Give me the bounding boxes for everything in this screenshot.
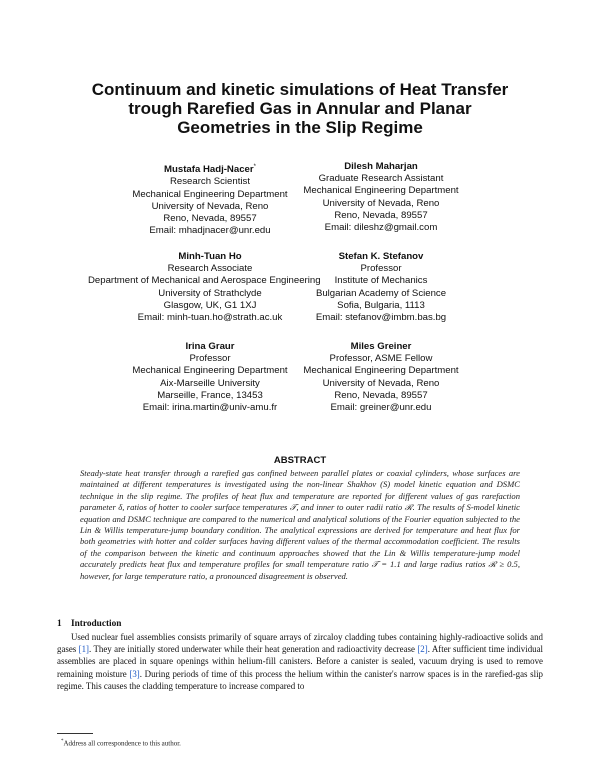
author-email: Email: dileshz@gmail.com [324,222,438,234]
author-block [271,161,491,234]
author-institution: University of Nevada, Reno [322,197,440,209]
paper-title: Continuum and kinetic simulations of Heat Transfer trough Rarefied Gas in Annular and Planar Geometries in the Slip Regime [91,80,509,137]
author-block [271,341,491,414]
author-location: Reno, Nevada, 89557 [163,213,257,224]
author-email: Email: greiner@unr.edu [330,402,432,414]
section-heading [57,619,121,629]
abstract-heading: ABSTRACT [273,455,327,466]
author-department: Institute of Mechanics [334,275,428,287]
author-email: Email: minh-tuan.ho@strath.ac.uk [137,312,283,324]
author-department: Department of Mechanical and Aerospace Engineering [88,275,321,287]
abstract-text: Steady-state heat transfer through a rarefied gas confined between parallel plates or coaxial cylinders, whose surfaces are maintained at different temperatures is investigated using the non-linear Shakhov (S) model kinetic equation and DSMC technique in the slip regime. The profiles of heat flux and temperature are reported for different values of gas rarefaction parameter δ, ratios of hotter to cooler surface temperatures 𝒯, and inner to outer radii ratio ℛ. The results of S-model kinetic equation and DSMC technique are compared to the numerical and analytical solutions of the Fourier equation subjected to the Lin & Willis temperature-jump boundary condition. The analytical expressions are derived for temperature and heat flux for both geometries with hotter and colder surfaces having different values of the thermal accommodation coefficient. The results of the comparison between the kinetic and continuum approaches showed that the Lin & Willis temperature-jump model accurately predicts heat flux and temperature profiles for small temperature ratio 𝒯 = 1.1 and large radius ratios ℛ ≥ 0.5, however, for large temperature ratio, a pronounced disagreement is observed. [80,468,520,581]
author-institution: University of Strathclyde [158,287,262,299]
author-name: Stefan K. Stefanov [338,251,424,262]
author-email: Email: stefanov@imbm.bas.bg [315,312,447,324]
citation-link[interactable]: [1] [78,644,90,655]
footnote-text: Address all correspondence to this author. [63,739,181,748]
author-institution: Bulgarian Academy of Science [315,287,447,299]
author-block [271,251,491,324]
author-location: Sofia, Bulgaria, 1113 [337,299,425,311]
footnote-marker: * [253,164,256,170]
author-role: Research Associate [167,263,253,275]
author-department: Mechanical Engineering Department [303,185,459,197]
author-email: Email: mhadjnacer@unr.edu [149,225,271,237]
author-institution: University of Nevada, Reno [322,377,440,389]
citation-link[interactable]: [2] [417,644,428,655]
author-name: Irina Graur [185,341,235,352]
author-department: Mechanical Engineering Department [132,365,288,377]
author-name: Minh-Tuan Ho [178,251,242,262]
author-institution: Aix-Marseille University [160,377,260,389]
author-role: Graduate Research Assistant [318,173,444,185]
footnote-divider [57,733,93,734]
author-email: Email: irina.martin@univ-amu.fr [142,402,278,414]
author-role: Professor [360,263,402,275]
author-department: Mechanical Engineering Department [132,188,288,200]
author-department: Mechanical Engineering Department [303,365,459,377]
author-name: Miles Greiner [350,341,412,352]
author-location: Reno, Nevada, 89557 [334,389,428,401]
author-location: Reno, Nevada, 89557 [334,209,428,221]
introduction-paragraph: Used nuclear fuel assemblies consists primarily of square arrays of zircaloy cladding tubes containing highly-radioactive solids and gases [1]. They are initially stored underwater while their heat generation and radioactivity decrease [2]. After sufficient time individual assemblies are placed in square openings within helium-fill canisters. Before a canister is sealed, vacuum drying is used to remove remaining moisture [3]. During periods of time of this process the helium within the canister's narrow spaces is in the rarefied-gas slip regime. This causes the cladding temperature to increase compared to [57,632,543,691]
footnote-mark: * [61,739,64,744]
author-role: Professor [189,353,231,365]
author-role: Professor, ASME Fellow [329,353,433,365]
citation-link[interactable]: [3] [129,668,140,679]
author-name: Dilesh Maharjan [344,161,418,172]
section-title: Introduction [71,619,122,629]
author-location: Glasgow, UK, G1 1XJ [163,299,257,311]
author-institution: University of Nevada, Reno [151,200,269,212]
section-number: 1 [57,619,62,629]
author-name: Mustafa Hadj-Nacer* [164,164,256,176]
footnote [61,739,181,747]
author-location: Marseille, France, 13453 [157,389,263,401]
author-role: Research Scientist [170,176,250,188]
